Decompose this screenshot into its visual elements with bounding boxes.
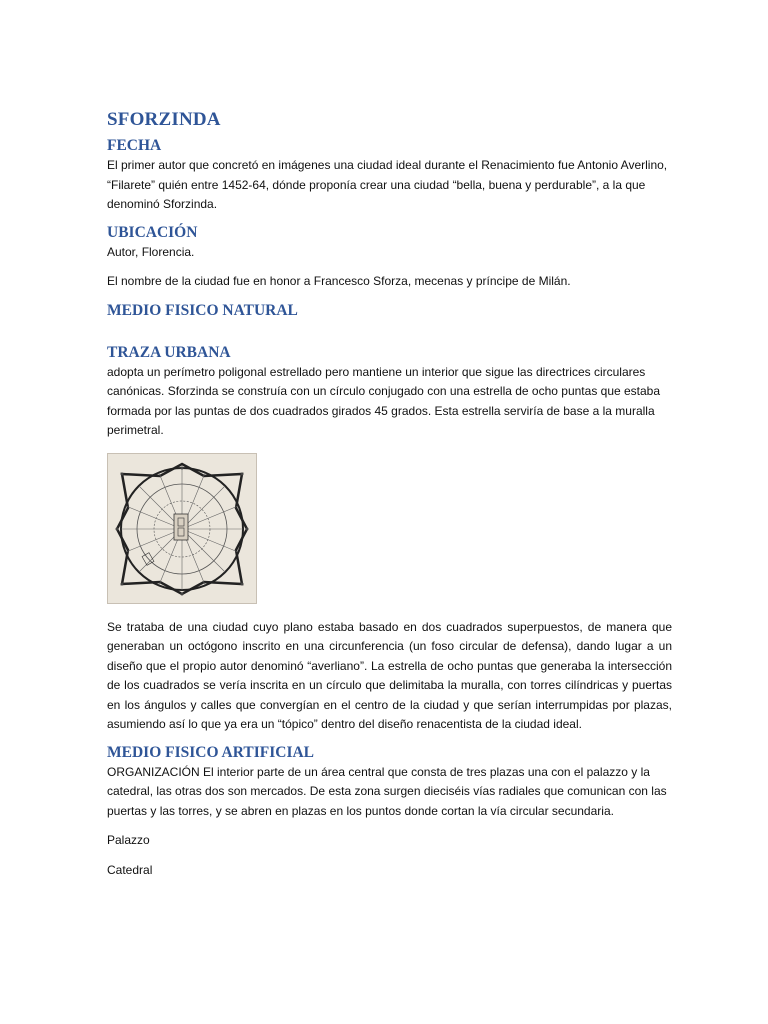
paragraph-traza-urbana: adopta un perímetro poligonal estrellado pero mantiene un interior que sigue las directrices circulares canónicas. Sforzinda se construía con un círculo conjugado con una estrella de ocho puntas que estaba formada por las puntas de dos cuadrados girados 45 grados. Esta estrella serviría de base a la muralla perimetral. <box>107 364 661 437</box>
item-catedral: Catedral <box>107 862 153 877</box>
document-title: SFORZINDA <box>107 109 221 130</box>
paragraph-ubicacion-nombre: El nombre de la ciudad fue en honor a Francesco Sforza, mecenas y príncipe de Milán. <box>107 274 571 288</box>
item-palazzo: Palazzo <box>107 833 150 847</box>
heading-ubicacion: UBICACIÓN <box>107 223 198 241</box>
sforzinda-star-plan-drawing <box>108 454 256 603</box>
heading-medio-natural: MEDIO FISICO NATURAL <box>107 301 298 319</box>
paragraph-organizacion: ORGANIZACIÓN El interior parte de un área central que consta de tres plazas una con el palazzo y la catedral, las otras dos son mercados. De esta zona surgen dieciséis vías radiales que comunican con las puertas y las torres, y se abren en plazas en los puntos donde cortan la vía circular secundaria. <box>107 764 667 818</box>
paragraph-traza-descripcion: Se trataba de una ciudad cuyo plano estaba basado en dos cuadrados superpuestos, de manera que generaban un octógono inscrito en una circunferencia (un foso circular de defensa), dando lugar a un diseño que el propio autor denominó “averliano”. La estrella de ocho puntas que generaba la intersección de los cuadrados se vería inscrita en un círculo que delimitaba la muralla, con torres cilíndricas y puertas en los ángulos y calles que convergían en el centro de la ciudad y que serían interrumpidas por plazas, asumiendo así lo que ya era un “tópico” dentro del diseño renacentista de la ciudad ideal. <box>107 619 672 731</box>
heading-medio-artificial: MEDIO FISICO ARTIFICIAL <box>107 743 315 761</box>
paragraph-ubicacion-autor: Autor, Florencia. <box>107 244 195 259</box>
heading-fecha: FECHA <box>107 137 162 154</box>
paragraph-fecha: El primer autor que concretó en imágenes una ciudad ideal durante el Renacimiento fue Antonio Averlino, “Filarete” quién entre 1452-64, dónde proponía crear una ciudad “bella, buena y perdurable”, a la que denominó Sforzinda. <box>107 158 668 211</box>
heading-traza-urbana: TRAZA URBANA <box>107 343 231 361</box>
sforzinda-plan-image <box>107 453 257 604</box>
